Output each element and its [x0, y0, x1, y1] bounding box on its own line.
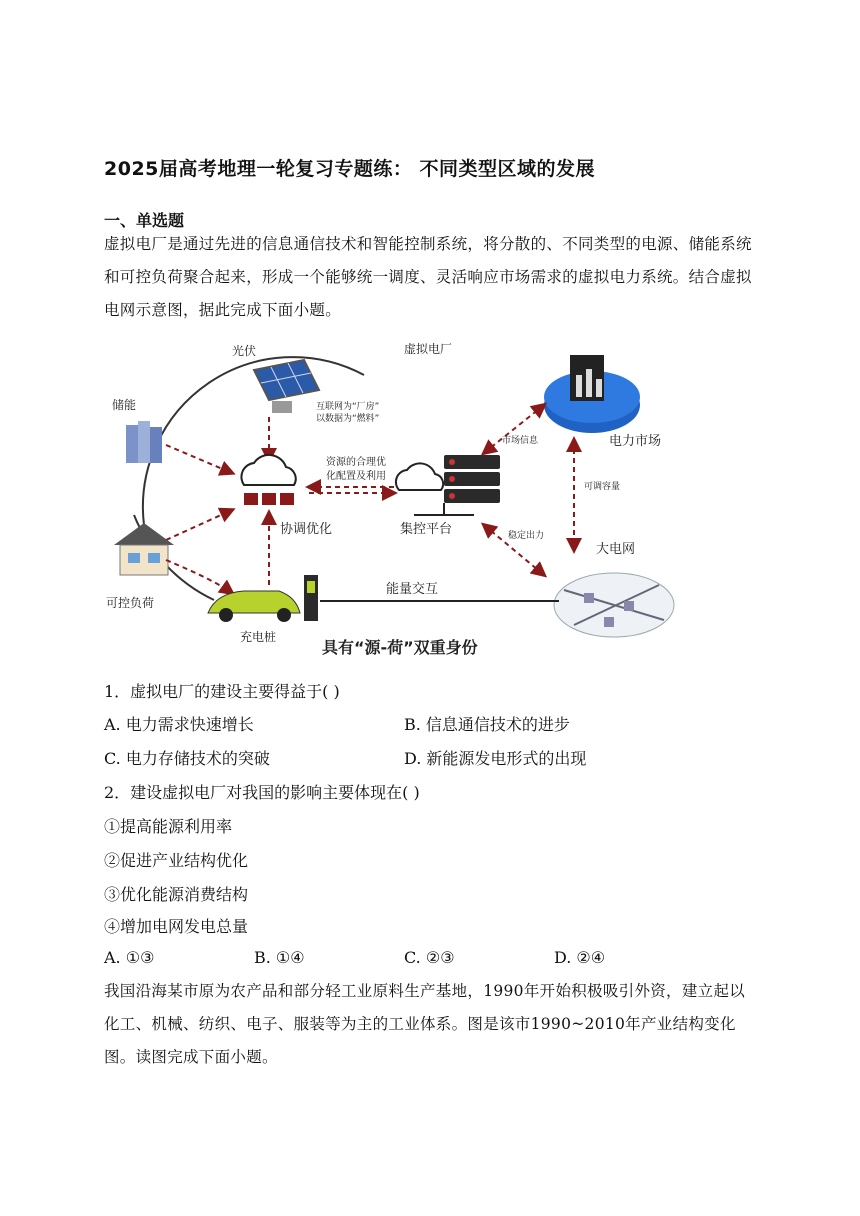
document-title: 2025届高考地理一轮复习专题练： 不同类型区域的发展	[104, 158, 595, 180]
virtual-power-plant-diagram	[104, 335, 754, 670]
q2-statement-1: ①提高能源利用率	[104, 817, 233, 836]
q2-statement-2: ②促进产业结构优化	[104, 851, 249, 870]
q2-statement-3: ③优化能源消费结构	[104, 885, 249, 904]
internet-note-1: 互联网为“厂房”	[316, 402, 380, 412]
control-platform-label: 集控平台	[400, 522, 453, 537]
energy-exchange-label: 能量交互	[386, 582, 439, 597]
dual-identity-caption: 具有“源-荷”双重身份	[322, 638, 478, 657]
internet-note-2: 以数据为“燃料”	[316, 414, 380, 424]
charging-pile-icon	[304, 575, 318, 621]
control-platform-icon	[396, 455, 500, 515]
intro-passage: 虚拟电厂是通过先进的信息通信技术和智能控制系统，将分散的、不同类型的电源、储能系统和可控负荷聚合起来，形成一个能够统一调度、灵活响应市场需求的虚拟电力系统。结合虚拟电网示意图，据此完成下面小题。	[104, 235, 752, 319]
controllable-load-label: 可控负荷	[106, 596, 155, 610]
resource-note-2: 化配置及利用	[326, 471, 386, 482]
section-heading: 一、单选题	[104, 211, 185, 230]
q2-option-a[interactable]: A. ①③	[104, 948, 155, 967]
market-info-label: 市场信息	[502, 436, 539, 446]
q2-option-c[interactable]: C. ②③	[404, 948, 455, 967]
q1-option-a[interactable]: A. 电力需求快速增长	[104, 715, 254, 734]
electric-car-icon	[208, 591, 300, 622]
solar-panel-icon	[254, 360, 319, 413]
q2-option-b[interactable]: B. ①④	[254, 948, 305, 967]
question-1-stem: 1．虚拟电厂的建设主要得益于( )	[104, 682, 340, 701]
storage-label: 储能	[112, 398, 137, 412]
vpp-label: 虚拟电厂	[404, 342, 453, 356]
storage-icon	[126, 421, 162, 463]
stable-output-label: 稳定出力	[508, 531, 545, 541]
q1-option-c[interactable]: C. 电力存储技术的突破	[104, 749, 270, 768]
q2-statement-4: ④增加电网发电总量	[104, 917, 249, 936]
adjustable-capacity-label: 可调容量	[584, 482, 621, 492]
coordination-label: 协调优化	[280, 522, 333, 537]
charging-pile-label: 充电桩	[240, 630, 277, 644]
pv-label: 光伏	[232, 344, 257, 358]
q1-option-d[interactable]: D. 新能源发电形式的出现	[404, 749, 587, 768]
power-market-label: 电力市场	[609, 434, 662, 449]
q2-option-d[interactable]: D. ②④	[554, 948, 606, 967]
grid-label: 大电网	[596, 542, 636, 557]
power-grid-icon	[554, 573, 674, 637]
house-icon	[114, 523, 174, 575]
power-market-icon	[544, 355, 640, 433]
coordination-cloud-icon	[241, 455, 295, 505]
resource-note-1: 资源的合理优	[326, 457, 386, 468]
passage-2: 我国沿海某市原为农产品和部分轻工业原料生产基地，1990年开始积极吸引外资，建立起以化工、机械、纺织、电子、服装等为主的工业体系。图是该市1990~2010年产业结构变化图。读图完成下面小题。	[104, 982, 746, 1066]
q1-option-b[interactable]: B. 信息通信技术的进步	[404, 715, 570, 734]
question-2-stem: 2．建设虚拟电厂对我国的影响主要体现在( )	[104, 783, 420, 802]
